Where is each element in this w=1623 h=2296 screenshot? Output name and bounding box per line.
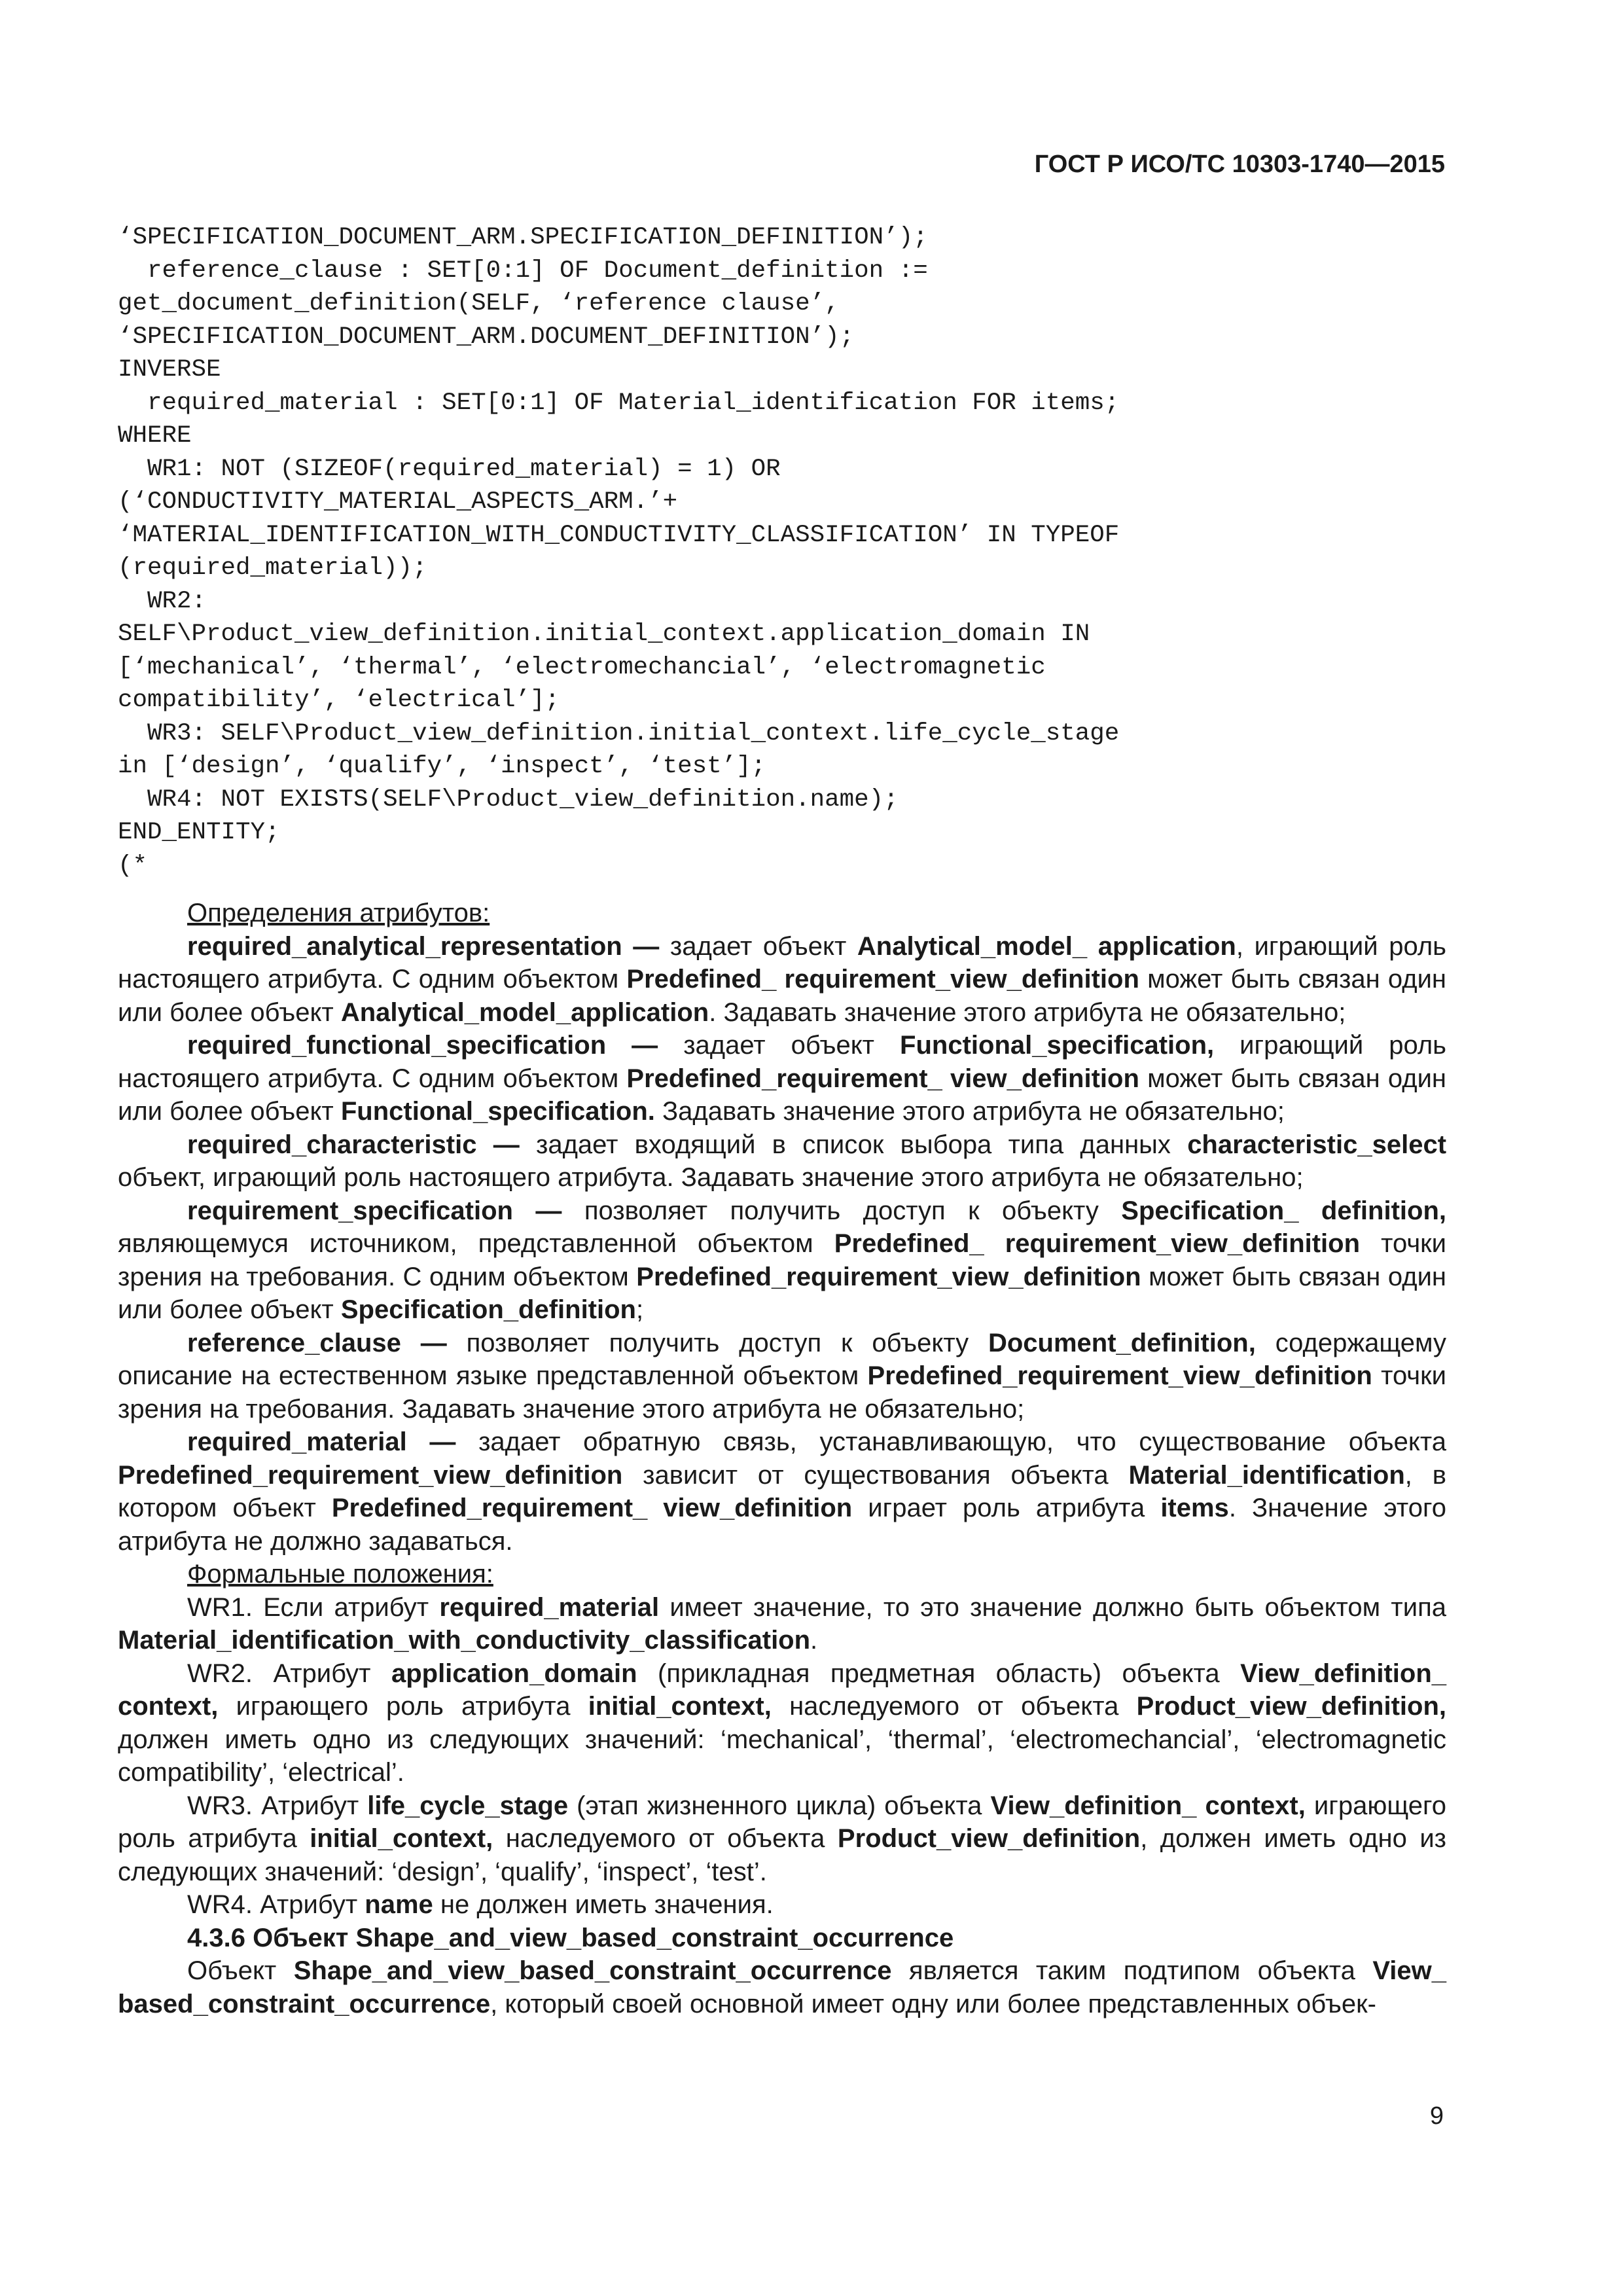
text-run: Формальные положения: xyxy=(187,1560,493,1588)
code-line: reference_clause : SET[0:1] OF Document_definition := xyxy=(118,257,928,285)
paragraph xyxy=(118,1194,1446,1327)
text-run: должен иметь одно из следующих значений: ‘mechanical’, ‘thermal’, ‘electromechancial’, ‘electromagnetic compatibility’, ‘electrical’. xyxy=(118,1725,1446,1787)
text-run: играющего роль атрибута xyxy=(118,1791,1447,1853)
bold-term: Analytical_model_ application xyxy=(857,931,1236,961)
code-line: INVERSE xyxy=(118,356,221,384)
code-line: (required_material)); xyxy=(118,554,427,582)
code-line: WR2: xyxy=(118,587,207,615)
text-run: , должен иметь одно из следующих значений: ‘design’, ‘qualify’, ‘inspect’, ‘test’. xyxy=(118,1824,1447,1886)
text-run: задает обратную связь, устанавливающую, что существование объекта xyxy=(455,1427,1446,1456)
section-subheading xyxy=(118,1558,1446,1591)
bold-term: Functional_specification. xyxy=(340,1097,655,1126)
bold-term: Predefined_requirement_view_definition xyxy=(118,1460,623,1490)
code-line: WHERE xyxy=(118,422,192,450)
paragraph xyxy=(118,1426,1446,1558)
text-run: , играющий роль настоящего атрибута. С одним объектом xyxy=(118,931,1447,994)
paragraph xyxy=(118,1789,1446,1889)
text-run: объект, играющий роль настоящего атрибута. Задавать значение этого атрибута не обязательно; xyxy=(118,1163,1304,1192)
text-run: задает объект xyxy=(658,1031,901,1060)
code-line: WR3: SELF\Product_view_definition.initial_context.life_cycle_stage xyxy=(118,719,1120,747)
code-line: required_material : SET[0:1] OF Material_identification FOR items; xyxy=(118,389,1120,417)
code-line: in [‘design’, ‘qualify’, ‘inspect’, ‘test’]; xyxy=(118,753,766,780)
paragraph xyxy=(118,1029,1446,1128)
text-run: является таким подтипом объекта xyxy=(891,1956,1373,1985)
text-run: , который своей основной имеет одну или более представленных объек- xyxy=(490,1989,1376,2018)
bold-term: Functional_specification, xyxy=(900,1031,1215,1060)
paragraph xyxy=(118,1954,1446,2020)
text-run: (прикладная предметная область) объекта xyxy=(637,1659,1241,1688)
bold-term: application_domain xyxy=(391,1659,637,1688)
bold-term: Predefined_requirement_ view_definition xyxy=(626,1064,1139,1093)
text-run: не должен иметь значения. xyxy=(433,1890,774,1919)
page-number: 9 xyxy=(1429,2102,1444,2130)
text-run: Объект xyxy=(187,1956,294,1985)
bold-term: View_ based_constraint_occurrence xyxy=(118,1956,1447,2018)
code-line: WR1: NOT (SIZEOF(required_material) = 1) OR xyxy=(118,455,781,483)
bold-term: Shape_and_view_based_constraint_occurrence xyxy=(293,1956,892,1985)
bold-term: Document_definition, xyxy=(988,1328,1256,1357)
text-run: играющего роль атрибута xyxy=(218,1692,588,1721)
text-run: позволяет получить доступ к объекту xyxy=(562,1196,1122,1225)
paragraph xyxy=(118,1128,1446,1194)
text-run: ; xyxy=(635,1295,644,1324)
bold-term: View_definition_ context, xyxy=(990,1791,1306,1820)
bold-term: Analytical_model_application xyxy=(340,997,709,1027)
text-run: WR1. Если атрибут xyxy=(187,1592,440,1622)
text-run: содержащему описание на естественном языке представленной объектом xyxy=(118,1328,1447,1390)
bold-term: required_characteristic — xyxy=(187,1130,520,1159)
bold-term: Predefined_requirement_view_definition xyxy=(636,1262,1141,1291)
paragraph xyxy=(118,1327,1446,1426)
code-line: (‘CONDUCTIVITY_MATERIAL_ASPECTS_ARM.’+ xyxy=(118,488,678,516)
bold-term: required_material — xyxy=(187,1427,456,1456)
bold-term: requirement_specification — xyxy=(187,1196,562,1225)
text-run: задает объект xyxy=(659,931,857,961)
bold-term: Predefined_ requirement_view_definition xyxy=(834,1229,1361,1258)
bold-term: items xyxy=(1160,1494,1229,1522)
text-run: WR4. Атрибут xyxy=(187,1890,365,1919)
document-body-text xyxy=(118,897,1446,2020)
text-run: задает входящий в список выбора типа данных xyxy=(519,1130,1188,1159)
bold-term: Specification_definition xyxy=(340,1295,636,1324)
code-line: ‘MATERIAL_IDENTIFICATION_WITH_CONDUCTIVITY_CLASSIFICATION’ IN TYPEOF xyxy=(118,521,1120,549)
code-line: [‘mechanical’, ‘thermal’, ‘electromechancial’, ‘electromagnetic xyxy=(118,653,1046,681)
code-line: ‘SPECIFICATION_DOCUMENT_ARM.SPECIFICATION_DEFINITION’); xyxy=(118,224,928,251)
bold-term: required_functional_specification — xyxy=(187,1031,658,1060)
paragraph xyxy=(118,1922,1446,1955)
text-run: зависит от существования объекта xyxy=(622,1460,1129,1490)
text-run: . xyxy=(810,1626,818,1655)
text-run: являющемуся источником, представленной объектом xyxy=(118,1229,834,1258)
text-run: WR3. Атрибут xyxy=(187,1791,368,1820)
text-run: может быть связан один или более объект xyxy=(118,1064,1447,1126)
bold-term: View_definition_ context, xyxy=(118,1659,1447,1721)
code-line: get_document_definition(SELF, ‘reference clause’, xyxy=(118,290,840,317)
paragraph xyxy=(118,1657,1446,1789)
text-run: точки зрения на требования. Задавать значение этого атрибута не обязательно; xyxy=(118,1361,1446,1424)
bold-term: characteristic_select xyxy=(1187,1130,1447,1159)
text-run: может быть связан один или более объект xyxy=(118,965,1447,1027)
bold-term: Product_view_definition xyxy=(837,1824,1141,1853)
text-run: , в котором объект xyxy=(118,1460,1446,1522)
text-run: позволяет получить доступ к объекту xyxy=(446,1328,988,1357)
bold-term: reference_clause — xyxy=(187,1328,447,1357)
text-run: имеет значение, то это значение должно быть объектом типа xyxy=(659,1592,1446,1622)
bold-term: Material_identification xyxy=(1128,1460,1405,1490)
express-code-block xyxy=(118,221,1486,882)
bold-term: Specification_ definition, xyxy=(1121,1196,1446,1225)
text-run: играет роль атрибута xyxy=(852,1494,1161,1522)
text-run: (этап жизненного цикла) объекта xyxy=(568,1791,991,1820)
bold-term: 4.3.6 Объект Shape_and_view_based_constraint_occurrence xyxy=(187,1923,954,1952)
bold-term: required_analytical_representation — xyxy=(187,931,660,961)
document-header: ГОСТ Р ИСО/ТС 10303-1740—2015 xyxy=(1034,151,1445,178)
paragraph xyxy=(118,930,1446,1030)
code-line: END_ENTITY; xyxy=(118,819,280,846)
bold-term: Predefined_requirement_view_definition xyxy=(867,1361,1372,1390)
bold-term: Predefined_requirement_ view_definition xyxy=(331,1494,853,1522)
text-run: . Значение этого атрибута не должно задаваться. xyxy=(118,1494,1447,1556)
bold-term: required_material xyxy=(439,1592,660,1622)
bold-term: Material_identification_with_conductivity_classification xyxy=(118,1626,811,1655)
code-line: compatibility’, ‘electrical’]; xyxy=(118,687,560,714)
text-run: Определения атрибутов: xyxy=(187,899,490,927)
bold-term: Predefined_ requirement_view_definition xyxy=(626,965,1139,994)
bold-term: Product_view_definition, xyxy=(1136,1692,1446,1721)
bold-term: life_cycle_stage xyxy=(367,1791,569,1820)
bold-term: name xyxy=(365,1890,433,1919)
text-run: WR2. Атрибут xyxy=(187,1659,391,1688)
bold-term: initial_context, xyxy=(588,1692,772,1721)
text-run: наследуемого от объекта xyxy=(771,1692,1137,1721)
code-line: WR4: NOT EXISTS(SELF\Product_view_definition.name); xyxy=(118,785,899,814)
code-line: (* xyxy=(118,852,148,880)
text-run: Задавать значение этого атрибута не обязательно; xyxy=(654,1097,1285,1126)
text-run: может быть связан один или более объект xyxy=(118,1262,1447,1324)
text-run: точки зрения на требования. С одним объектом xyxy=(118,1229,1446,1291)
code-line: ‘SPECIFICATION_DOCUMENT_ARM.DOCUMENT_DEFINITION’); xyxy=(118,323,855,351)
paragraph xyxy=(118,1591,1446,1657)
code-line: SELF\Product_view_definition.initial_context.application_domain IN xyxy=(118,620,1090,648)
paragraph xyxy=(118,1888,1446,1922)
text-run: наследуемого от объекта xyxy=(493,1824,838,1853)
text-run: играющий роль настоящего атрибута. С одним объектом xyxy=(118,1031,1446,1093)
section-subheading xyxy=(118,897,1446,930)
text-run: . Задавать значение этого атрибута не обязательно; xyxy=(709,997,1346,1027)
bold-term: initial_context, xyxy=(310,1824,493,1853)
